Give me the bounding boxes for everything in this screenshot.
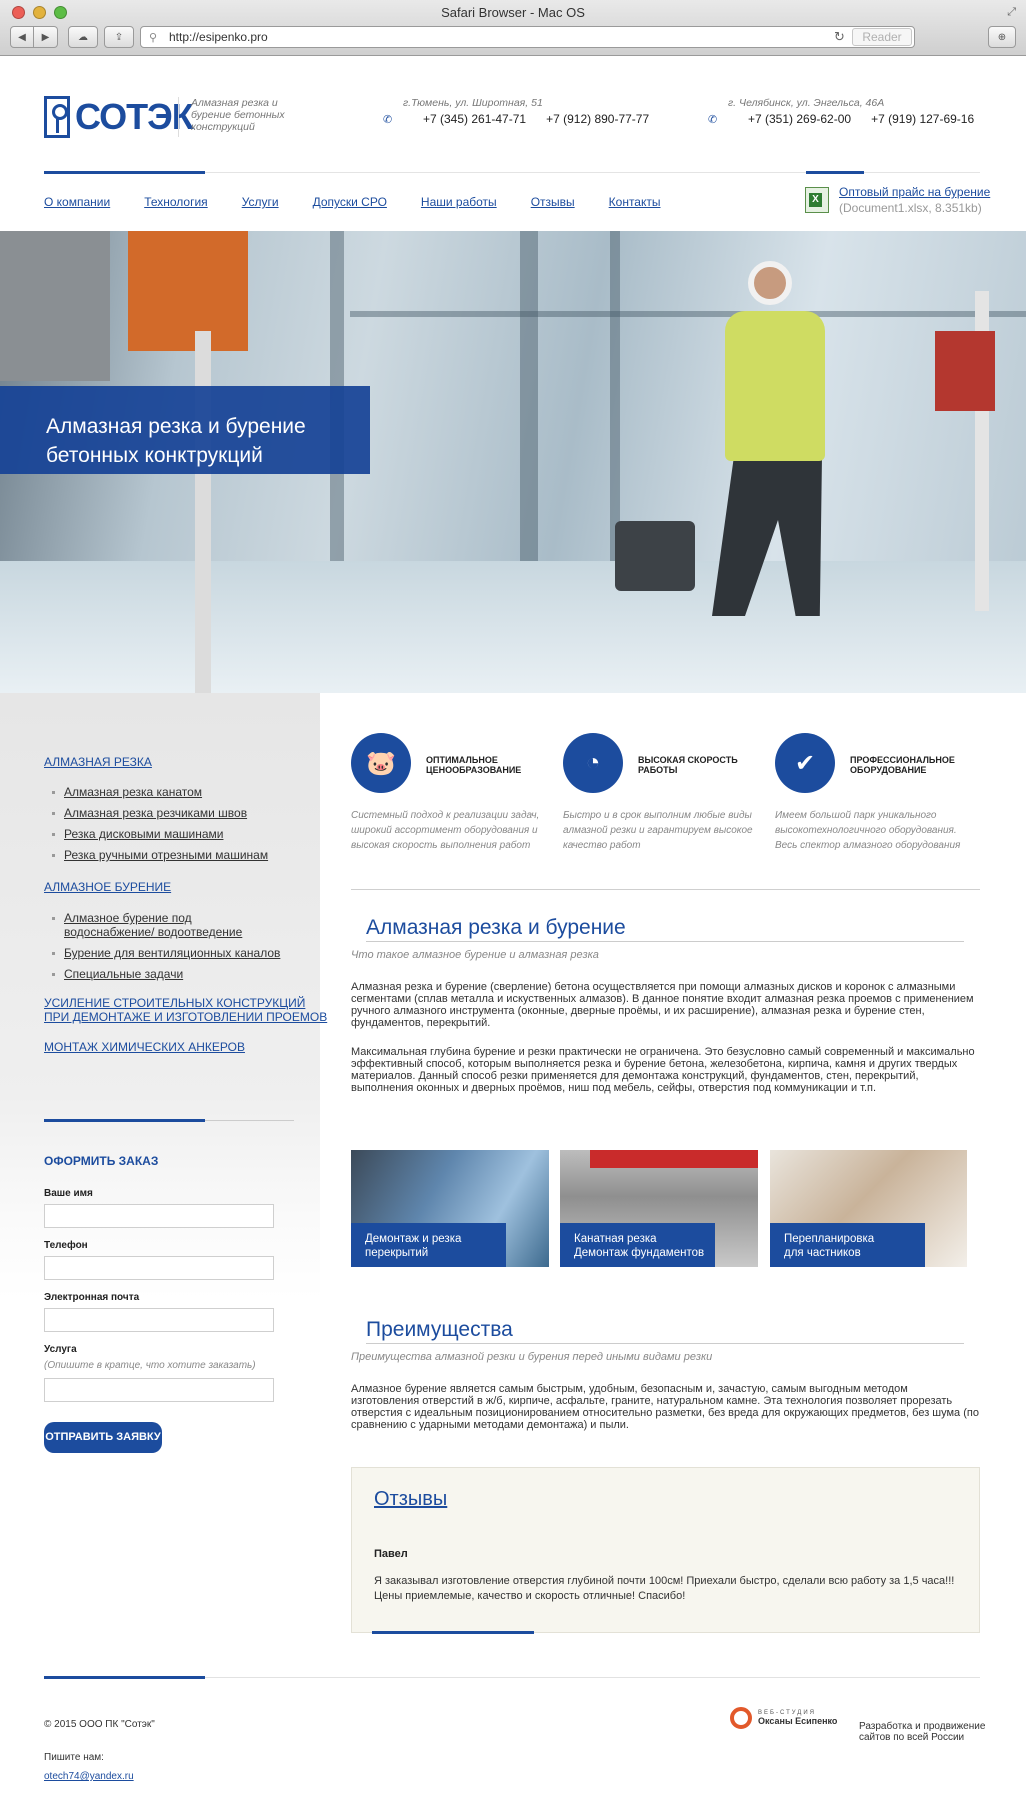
drill-machine-image [0, 231, 110, 381]
sidebar-category-line: ПРИ ДЕМОНТАЖЕ И ИЗГОТОВЛЕНИИ ПРОЕМОВ [44, 1010, 328, 1024]
site-logo[interactable] [44, 96, 193, 138]
developer-credit: Разработка и продвижение сайтов по всей России [859, 1721, 986, 1743]
worker-vest-image [725, 311, 825, 461]
section-title-advantages: Преимущества [366, 1318, 513, 1341]
site-icon: ⚲ [149, 31, 158, 44]
studio-logo-icon [730, 1707, 752, 1729]
shield-check-icon: ✔ [775, 733, 835, 793]
section-subtitle: Преимущества алмазной резки и бурения перед иными видами резки [351, 1351, 713, 1363]
reviews-block [351, 1467, 980, 1633]
tile-caption-line: Демонтаж фундаментов [574, 1247, 705, 1259]
tile-caption [351, 1223, 506, 1267]
tile-caption-line: перекрытий [365, 1247, 429, 1259]
tile-caption-line: Канатная резка [574, 1233, 657, 1245]
service-hint: (Опишите в кратце, что хотите заказать) [44, 1360, 256, 1371]
service-input[interactable] [44, 1378, 274, 1402]
reviews-accent-bar [372, 1631, 534, 1634]
main-nav [44, 195, 695, 209]
nav-item-sro[interactable]: Допуски СРО [312, 195, 387, 209]
back-arrow-icon: ◀ [18, 31, 26, 43]
wire-saw-image [590, 1150, 758, 1168]
sidebar-category-cutting[interactable]: АЛМАЗНАЯ РЕЗКА [44, 755, 152, 769]
section-title-underline [366, 941, 964, 942]
sidebar-category-anchors[interactable]: МОНТАЖ ХИМИЧЕСКИХ АНКЕРОВ [44, 1040, 245, 1054]
nav-item-works[interactable]: Наши работы [420, 195, 497, 209]
submit-order-button[interactable]: ОТПРАВИТЬ ЗАЯВКУ [44, 1422, 162, 1453]
phone-number[interactable]: +7 (351) 269-62-00 [748, 112, 852, 126]
sidebar-list-cutting [52, 785, 268, 869]
section-title-cutting: Алмазная резка и бурение [366, 916, 626, 939]
feature-desc: Системный подход к реализации задач, широкий ассортимент оборудования и высокая скорость выполнения работ [351, 810, 540, 851]
sidebar-category-drilling[interactable]: АЛМАЗНОЕ БУРЕНИЕ [44, 880, 172, 894]
sidebar-list-drilling [52, 911, 282, 988]
bucket-image [615, 521, 695, 591]
reviews-title[interactable]: Отзывы [374, 1488, 448, 1510]
contact-chelyabinsk [708, 97, 974, 126]
section-paragraph: Алмазное бурение является самым быстрым, удобным, безопасным и, зачастую, самым выгодным методом изготовления отверстий в ж/б, кирпиче, асфальте, граните, натуральном камне. Эта технология позволяет прорезать отверстия с идеальным позиционированием относительно разметки, без вреда для окружающих предметов, без шума (по сравнению с ударными методами демонтажа) и пыли. [351, 1383, 979, 1431]
hero-background-beam [350, 311, 1026, 317]
downloads-button[interactable] [988, 26, 1016, 48]
sidebar-item[interactable]: Алмазная резка канатом [52, 785, 268, 799]
sidebar-divider-accent [44, 1119, 205, 1122]
phone-label: Телефон [44, 1240, 88, 1251]
price-file-meta: (Document1.xlsx, 8.351kb) [839, 201, 982, 215]
feature-speed [563, 733, 763, 853]
site-tagline: Алмазная резка и бурение бетонных конструкций [178, 97, 318, 137]
nav-item-about[interactable]: О компании [44, 195, 111, 209]
logo-text: СОТЭК [75, 96, 193, 137]
web-page [0, 57, 1026, 1804]
hero-title-line1: Алмазная резка и бурение [46, 415, 306, 438]
office-address: г.Тюмень, ул. Широтная, 51 [403, 97, 543, 109]
phone-number[interactable]: +7 (912) 890-77-77 [546, 112, 650, 126]
tile-caption-line: Демонтаж и резка [365, 1233, 462, 1245]
section-title-underline [366, 1343, 964, 1344]
name-label: Ваше имя [44, 1188, 93, 1199]
window-title: Safari Browser - Mac OS [441, 5, 585, 20]
hero-banner [0, 231, 1026, 693]
downloads-icon: ⊕ [997, 31, 1007, 43]
section-paragraph: Максимальная глубина бурение и резки практически не ограничена. Это безусловно самый современный и максимально эффективный способ, которым выполняется резка и бурение бетона, железобетона, кирпича, камня и других твердых материалов. Данный способ резки применяется для демонтажа конструкций, фундаментов, стен, перекрытий, выполнения оконных и дверных проёмов, ниш под мебель, сейфы, отверстия под коммуникации и т.п. [351, 1046, 975, 1094]
service-label: Услуга [44, 1344, 77, 1355]
features-divider [351, 889, 980, 890]
section-paragraph: Алмазная резка и бурение (сверление) бетона осуществляется при помощи алмазных дисков и коронок с алмазными сегментами (сплав металла и искуственных алмазов). В данное понятие входит алмазная резка проемов с применением ручного алмазного инструмента (оконные, дверные проёмы, и их расширение), алмазная резка и бурение стен, фундаментов, перекрытий. [351, 981, 974, 1029]
feature-title: ПРОФЕССИОНАЛЬНОЕ ОБОРУДОВАНИЕ [850, 755, 955, 775]
sidebar-category-reinforcement[interactable] [44, 996, 327, 1024]
sidebar-item[interactable]: Специальные задачи [52, 967, 282, 981]
write-us-label: Пишите нам: [44, 1752, 104, 1763]
hero-title-line2: бетонных конктрукций [46, 444, 263, 467]
sidebar-item[interactable]: Резка дисковыми машинами [52, 827, 268, 841]
feature-equipment [775, 733, 975, 853]
sidebar-item[interactable]: Бурение для вентиляционных каналов [52, 946, 282, 960]
tile-caption [560, 1223, 715, 1267]
office-address: г. Челябинск, ул. Энгельса, 46А [728, 97, 885, 109]
studio-name-line1: ВЕБ-СТУДИЯ [758, 1710, 816, 1716]
footer-accent-bar [44, 1676, 205, 1679]
share-icon: ⇪ [114, 31, 124, 43]
studio-name [758, 1710, 837, 1726]
logo-key-icon [44, 96, 70, 138]
piggy-bank-icon: 🐷 [351, 733, 411, 793]
phone-input[interactable] [44, 1256, 274, 1280]
hero-title-box [0, 386, 370, 474]
hero-background-beam [520, 231, 538, 571]
service-tile-replanning[interactable] [770, 1150, 967, 1267]
icloud-tabs-button[interactable] [68, 26, 98, 48]
reader-button[interactable]: Reader [852, 28, 912, 46]
address-url[interactable]: http://esipenko.pro [169, 30, 268, 44]
tile-caption-line: для частников [784, 1247, 861, 1259]
service-tile-wire-saw[interactable] [560, 1150, 758, 1267]
speedometer-icon: ◔ [563, 733, 623, 793]
review-text: Я заказывал изготовление отверстия глубиной почти 100см! Приехали быстро, сделали всю работу за 1,5 часа!!! Цены приемлемые, качество и скорость отличные! Спасибо! [374, 1575, 955, 1602]
phone-number[interactable]: +7 (345) 261-47-71 [423, 112, 527, 126]
worker-helmet-image [748, 261, 792, 305]
feature-title: ОПТИМАЛЬНОЕ ЦЕНООБРАЗОВАНИЕ [426, 755, 522, 775]
nav-item-contacts[interactable]: Контакты [608, 195, 661, 209]
phone-icon: ✆ [383, 113, 393, 126]
price-accent-bar [806, 171, 864, 174]
contact-email-link[interactable]: otech74@yandex.ru [44, 1771, 134, 1782]
tile-caption-line: Перепланировка [784, 1233, 875, 1245]
sidebar-item[interactable]: Алмазное бурение под водоснабжение/ водоотведение [52, 911, 272, 939]
share-button[interactable] [104, 26, 134, 48]
office-phones [383, 112, 649, 126]
section-subtitle: Что такое алмазное бурение и алмазная резка [351, 949, 599, 961]
review-author: Павел [374, 1548, 408, 1560]
back-button[interactable] [10, 26, 34, 48]
service-tile-demolition[interactable] [351, 1150, 549, 1267]
studio-name-line2: Оксаны Есипенко [758, 1716, 838, 1726]
forward-arrow-icon: ▶ [41, 31, 50, 43]
feature-desc: Быстро и в срок выполним любые виды алмазной резки и гарантируем высокое качество работ [563, 810, 753, 851]
email-label: Электронная почта [44, 1292, 140, 1303]
address-bar[interactable] [140, 26, 915, 48]
email-input[interactable] [44, 1308, 274, 1332]
reload-icon[interactable]: ↻ [834, 29, 845, 44]
site-header [0, 57, 1026, 175]
drill-motor-image [128, 231, 248, 351]
nav-item-technology[interactable]: Технология [144, 195, 208, 209]
excel-file-icon [805, 187, 829, 213]
hero-floor [0, 561, 1026, 693]
feature-desc: Имеем большой парк уникального высокотехнологичного оборудования. Весь спектор алмазного оборудования [775, 810, 961, 851]
copyright: © 2015 ООО ПК "Сотэк" [44, 1719, 155, 1730]
name-input[interactable] [44, 1204, 274, 1228]
tile-caption [770, 1223, 925, 1267]
price-download [805, 185, 990, 215]
office-phones [708, 112, 974, 126]
nav-item-services[interactable]: Услуги [241, 195, 279, 209]
hero-background-beam [610, 231, 620, 571]
sidebar-item[interactable]: Алмазная резка резчиками швов [52, 806, 268, 820]
order-form-title: ОФОРМИТЬ ЗАКАЗ [44, 1154, 159, 1168]
sidebar-item[interactable]: Резка ручными отрезными машинам [52, 848, 268, 862]
nav-item-reviews[interactable]: Отзывы [530, 195, 575, 209]
phone-icon: ✆ [708, 113, 718, 126]
contact-tyumen [383, 97, 649, 126]
fullscreen-icon[interactable]: ⤢ [1007, 6, 1016, 18]
history-buttons [10, 26, 58, 48]
cloud-icon: ☁ [78, 31, 88, 43]
web-studio-logo[interactable] [730, 1707, 837, 1729]
sidebar-category-line: УСИЛЕНИЕ СТРОИТЕЛЬНЫХ КОНСТРУКЦИЙ [44, 996, 306, 1010]
feature-title: ВЫСОКАЯ СКОРОСТЬ РАБОТЫ [638, 755, 738, 775]
phone-number[interactable]: +7 (919) 127-69-16 [871, 112, 975, 126]
drill-motor-right-image [935, 331, 995, 411]
forward-button[interactable] [34, 26, 58, 48]
browser-chrome [0, 0, 1026, 56]
price-link[interactable]: Оптовый прайс на бурение [839, 185, 991, 199]
nav-accent-bar [44, 171, 205, 174]
feature-pricing [351, 733, 551, 853]
